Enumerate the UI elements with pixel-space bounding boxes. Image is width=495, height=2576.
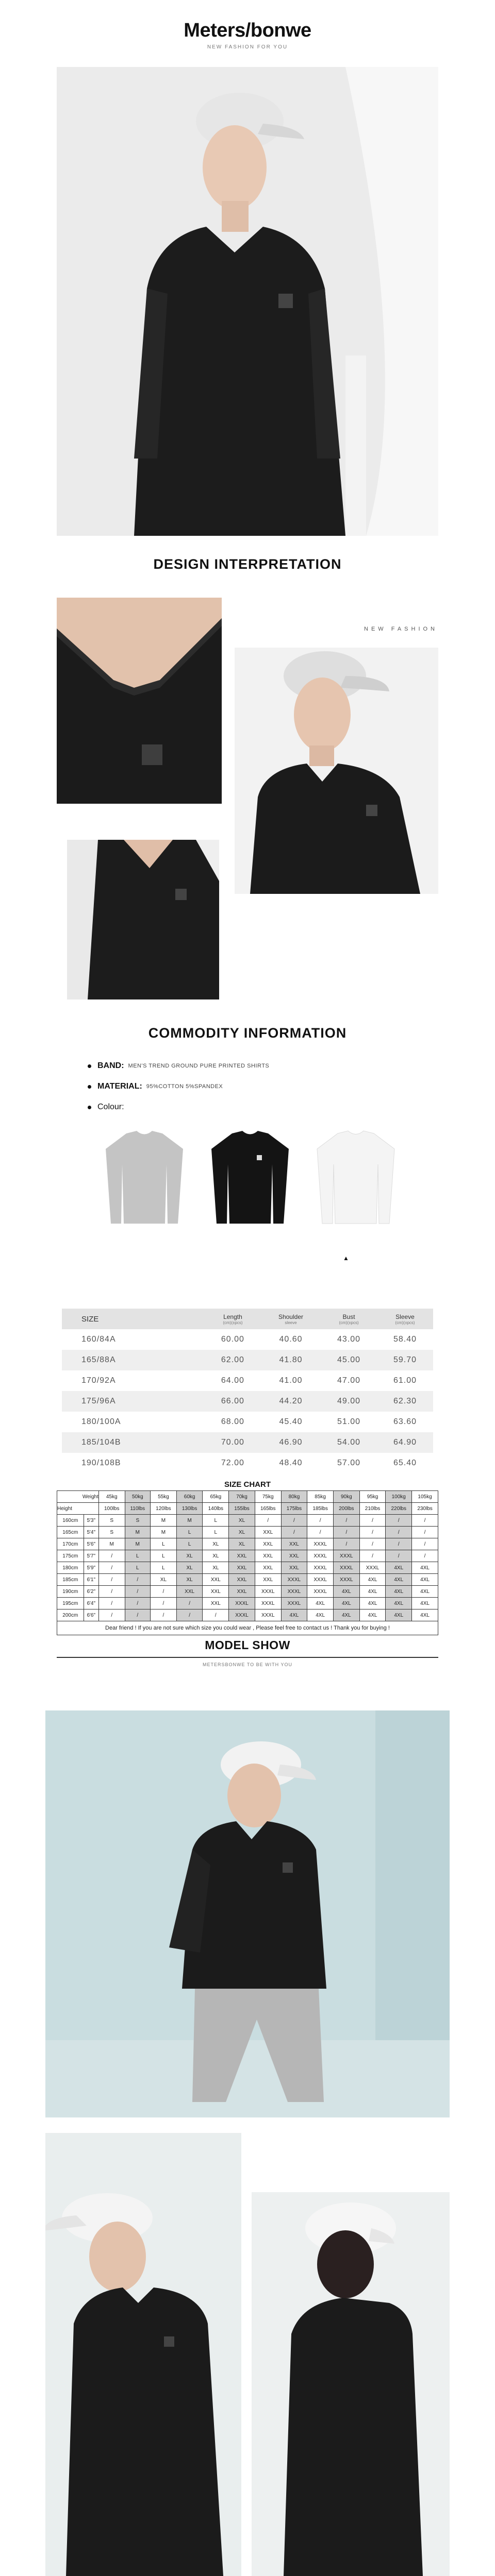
measurement-cell: 47.00 [337, 1376, 361, 1385]
height-cm-cell: 185cm [57, 1574, 84, 1586]
size-chart-title: SIZE CHART [224, 1480, 271, 1489]
height-ft-cell: 6'1" [84, 1574, 98, 1586]
size-cell: L [176, 1538, 203, 1550]
size-cell: XL [151, 1574, 177, 1586]
size-cell: / [125, 1574, 150, 1586]
table-row [62, 1329, 433, 1350]
measurement-cell: 64.00 [221, 1376, 244, 1385]
size-cell: XL [203, 1550, 229, 1562]
measurement-cell: 68.00 [221, 1417, 244, 1426]
size-cell: 175/96A [62, 1391, 205, 1412]
table-row [57, 1491, 438, 1503]
size-cell: XXXL [229, 1598, 255, 1609]
height-cm-cell: 180cm [57, 1562, 84, 1574]
size-cell: L [151, 1538, 177, 1550]
weight-lbs-cell: 100lbs [98, 1503, 125, 1515]
size-cell: XXL [203, 1598, 229, 1609]
size-cell: / [98, 1609, 125, 1621]
size-cell: / [359, 1527, 386, 1538]
measurement-cell: 48.40 [279, 1459, 303, 1467]
table-row [62, 1432, 433, 1453]
height-cm-cell: 195cm [57, 1598, 84, 1609]
model-show-title: MODEL SHOW [205, 1638, 290, 1652]
weight-lbs-cell: 155lbs [229, 1503, 255, 1515]
measurement-cell: 62.00 [205, 1350, 261, 1370]
measurement-cell: 54.00 [321, 1432, 377, 1453]
size-cell: M [125, 1538, 150, 1550]
size-cell: / [151, 1609, 177, 1621]
weight-kg-cell: 70kg [229, 1491, 255, 1503]
weight-kg-cell: 95kg [359, 1491, 386, 1503]
material-value: 95%COTTON 5%SPANDEX [146, 1083, 223, 1090]
size-cell: XXL [255, 1562, 281, 1574]
size-cell: / [386, 1527, 412, 1538]
collar-detail-photo [57, 598, 222, 804]
size-cell: 4XL [412, 1609, 438, 1621]
measurement-table [62, 1309, 433, 1473]
shirt-swatch-white[interactable] [312, 1128, 400, 1226]
measurement-cell: 61.00 [393, 1376, 417, 1385]
size-cell: / [176, 1609, 203, 1621]
measurement-cell: 63.60 [393, 1417, 417, 1426]
weight-kg-cell: 90kg [333, 1491, 359, 1503]
measurement-header: Length (cm)(±pcs) [205, 1309, 261, 1329]
size-cell: XXL [229, 1586, 255, 1598]
size-cell: XXL [255, 1538, 281, 1550]
size-cell: XXL [281, 1562, 307, 1574]
weight-lbs-cell: 120lbs [151, 1503, 177, 1515]
size-cell: M [98, 1538, 125, 1550]
size-cell: XXL [229, 1550, 255, 1562]
size-cell: M [125, 1527, 150, 1538]
height-cm-cell: 190cm [57, 1586, 84, 1598]
size-cell: 160/84A [81, 1335, 116, 1344]
size-cell: XXL [255, 1574, 281, 1586]
measurement-cell: 59.70 [377, 1350, 433, 1370]
size-cell: XXL [203, 1574, 229, 1586]
weight-lbs-cell: 110lbs [125, 1503, 150, 1515]
size-cell: 4XL [359, 1586, 386, 1598]
size-chart-table [57, 1490, 438, 1635]
measurement-header: Bust (cm)(±pcs) [321, 1309, 377, 1329]
size-cell: 4XL [307, 1609, 334, 1621]
weight-kg-cell: 100kg [386, 1491, 412, 1503]
size-cell: / [359, 1538, 386, 1550]
colour-info [88, 1103, 128, 1112]
size-cell: L [203, 1515, 229, 1527]
size-cell: XXL [281, 1550, 307, 1562]
measurement-cell: 44.20 [261, 1391, 321, 1412]
table-row [57, 1515, 438, 1527]
weight-lbs-cell: 220lbs [386, 1503, 412, 1515]
size-cell: XXL [176, 1586, 203, 1598]
table-row [57, 1550, 438, 1562]
size-cell: 4XL [386, 1562, 412, 1574]
measurement-header: Shoulder sleeve [261, 1309, 321, 1329]
weight-lbs-cell: 230lbs [412, 1503, 438, 1515]
size-cell: 170/92A [81, 1376, 116, 1385]
model-show-photo-3-area [242, 2133, 450, 2576]
size-cell: / [412, 1550, 438, 1562]
size-cell: S [98, 1527, 125, 1538]
size-cell: / [386, 1550, 412, 1562]
weight-kg-cell: 80kg [281, 1491, 307, 1503]
table-row [62, 1412, 433, 1432]
size-cell: XXXL [281, 1574, 307, 1586]
height-label: Height [57, 1503, 99, 1515]
measurement-cell: 49.00 [321, 1391, 377, 1412]
design-section-title: DESIGN INTERPRETATION [153, 556, 342, 572]
brand-tagline: NEW FASHION FOR YOU [207, 44, 288, 50]
size-cell: XXL [255, 1527, 281, 1538]
commodity-section-title: COMMODITY INFORMATION [148, 1025, 347, 1041]
table-row [57, 1574, 438, 1586]
size-cell: XXXL [307, 1562, 334, 1574]
bullet-icon [88, 1106, 91, 1109]
table-row [57, 1621, 438, 1635]
measurement-header: SIZE [62, 1309, 205, 1329]
size-cell: XXL [229, 1562, 255, 1574]
model-portrait-photo [235, 648, 438, 894]
weight-kg-cell: 45kg [98, 1491, 125, 1503]
size-cell: 4XL [386, 1586, 412, 1598]
shirt-swatch-grey[interactable] [101, 1128, 188, 1226]
measurement-cell: 57.00 [337, 1459, 361, 1467]
height-ft-cell: 6'4" [84, 1598, 98, 1609]
table-row [62, 1370, 433, 1391]
size-cell: / [386, 1538, 412, 1550]
height-ft-cell: 5'9" [84, 1562, 98, 1574]
model-show-divider [57, 1657, 438, 1658]
height-ft-cell: 5'7" [84, 1550, 98, 1562]
size-cell: / [203, 1609, 229, 1621]
size-cell: XXXL [255, 1586, 281, 1598]
size-cell: 4XL [412, 1574, 438, 1586]
size-cell: / [98, 1550, 125, 1562]
size-cell: / [98, 1586, 125, 1598]
size-cell: / [151, 1586, 177, 1598]
weight-lbs-cell: 130lbs [176, 1503, 203, 1515]
table-row [57, 1527, 438, 1538]
size-cell: M [151, 1515, 177, 1527]
size-chart-note: Dear friend ! If you are not sure which size you could wear , Please feel free to contact us ! Thank you for buying ! [57, 1621, 438, 1635]
measurement-cell: 46.90 [261, 1432, 321, 1453]
shirt-front-detail-photo [67, 840, 219, 999]
weight-lbs-cell: 140lbs [203, 1503, 229, 1515]
weight-kg-cell: 105kg [412, 1491, 438, 1503]
hero-model-photo [57, 67, 438, 536]
size-cell: S [125, 1515, 150, 1527]
weight-kg-cell: 50kg [125, 1491, 150, 1503]
shirt-swatch-black[interactable] [206, 1128, 294, 1226]
size-cell: XXXL [359, 1562, 386, 1574]
size-cell: / [255, 1515, 281, 1527]
model-show-photo-1 [45, 1710, 450, 2117]
height-cm-cell: 200cm [57, 1609, 84, 1621]
size-cell: 4XL [333, 1586, 359, 1598]
size-cell: XXXL [255, 1609, 281, 1621]
size-cell: 4XL [386, 1574, 412, 1586]
measurement-cell: 62.30 [377, 1391, 433, 1412]
band-value: MEN'S TREND GROUND PURE PRINTED SHIRTS [128, 1063, 270, 1069]
measurement-unit: (cm)(±pcs) [339, 1320, 359, 1325]
weight-lbs-cell: 185lbs [307, 1503, 334, 1515]
size-cell: / [333, 1538, 359, 1550]
size-cell: XXXL [255, 1598, 281, 1609]
size-cell: S [98, 1515, 125, 1527]
size-cell: L [151, 1550, 177, 1562]
size-cell: XXXL [333, 1550, 359, 1562]
size-cell: / [386, 1515, 412, 1527]
measurement-cell: 65.40 [393, 1459, 417, 1467]
table-row [57, 1538, 438, 1550]
size-cell: 190/108B [81, 1459, 121, 1467]
weight-lbs-cell: 200lbs [333, 1503, 359, 1515]
material-info [88, 1082, 223, 1091]
size-cell: / [98, 1574, 125, 1586]
weight-kg-cell: 75kg [255, 1491, 281, 1503]
size-cell: 4XL [412, 1562, 438, 1574]
table-row [62, 1453, 433, 1473]
measurement-cell: 43.00 [337, 1335, 361, 1344]
measurement-unit: sleeve [285, 1320, 297, 1325]
size-cell: XL [176, 1562, 203, 1574]
size-cell: 4XL [359, 1574, 386, 1586]
size-cell: L [203, 1527, 229, 1538]
size-cell: XL [203, 1562, 229, 1574]
table-row [57, 1586, 438, 1598]
size-cell: / [125, 1598, 150, 1609]
model-show-photo-2 [45, 2133, 241, 2576]
size-cell: 4XL [412, 1586, 438, 1598]
size-cell: 4XL [333, 1609, 359, 1621]
size-cell: / [333, 1515, 359, 1527]
new-fashion-text: NEW FASHION [364, 626, 438, 632]
measurement-cell: 41.80 [261, 1350, 321, 1370]
size-cell: / [125, 1609, 150, 1621]
size-cell: L [125, 1550, 150, 1562]
bullet-icon [88, 1064, 91, 1068]
size-cell: 4XL [307, 1598, 334, 1609]
size-cell: XXXL [307, 1550, 334, 1562]
size-cell: / [281, 1527, 307, 1538]
size-cell: XXXL [307, 1538, 334, 1550]
measurement-header: Sleeve (cm)(±pcs) [377, 1309, 433, 1329]
height-ft-cell: 5'3" [84, 1515, 98, 1527]
size-cell: XXL [281, 1538, 307, 1550]
size-cell: L [125, 1562, 150, 1574]
size-cell: / [412, 1515, 438, 1527]
weight-lbs-cell: 175lbs [281, 1503, 307, 1515]
height-ft-cell: 6'2" [84, 1586, 98, 1598]
weight-kg-cell: 55kg [151, 1491, 177, 1503]
measurement-cell: 51.00 [337, 1417, 361, 1426]
size-cell: M [176, 1515, 203, 1527]
size-cell: 165/88A [62, 1350, 205, 1370]
measurement-cell: 58.40 [393, 1335, 417, 1344]
size-cell: XXXL [333, 1574, 359, 1586]
measurement-cell: 45.40 [279, 1417, 303, 1426]
measurement-cell: 60.00 [221, 1335, 244, 1344]
size-cell: XL [203, 1538, 229, 1550]
size-cell: XXXL [281, 1586, 307, 1598]
measurement-unit: (cm)(±pcs) [223, 1320, 243, 1325]
size-cell: / [98, 1562, 125, 1574]
material-label: MATERIAL: [97, 1082, 142, 1091]
size-cell: M [151, 1527, 177, 1538]
band-info [88, 1061, 269, 1071]
measurement-cell: 66.00 [205, 1391, 261, 1412]
size-cell: 180/100A [81, 1417, 121, 1426]
colour-label: Colour: [97, 1103, 124, 1111]
weight-label: Weight [57, 1491, 99, 1503]
measurement-cell: 40.60 [279, 1335, 303, 1344]
height-cm-cell: 160cm [57, 1515, 84, 1527]
size-cell: XXL [229, 1574, 255, 1586]
size-cell: XL [229, 1538, 255, 1550]
size-cell: / [359, 1550, 386, 1562]
measurement-cell: 72.00 [221, 1459, 244, 1467]
size-cell: L [176, 1527, 203, 1538]
measurement-cell: 41.00 [279, 1376, 303, 1385]
height-ft-cell: 5'6" [84, 1538, 98, 1550]
brand-logo: Meters/bonwe [184, 20, 311, 41]
size-cell: L [151, 1562, 177, 1574]
size-cell: XXXL [307, 1586, 334, 1598]
weight-kg-cell: 85kg [307, 1491, 334, 1503]
size-cell: 4XL [333, 1598, 359, 1609]
size-cell: / [359, 1515, 386, 1527]
size-cell: XXXL [229, 1609, 255, 1621]
weight-kg-cell: 65kg [203, 1491, 229, 1503]
bullet-icon [88, 1085, 91, 1089]
size-cell: / [412, 1527, 438, 1538]
size-cell: / [307, 1527, 334, 1538]
size-cell: XL [229, 1515, 255, 1527]
size-cell: XXXL [333, 1562, 359, 1574]
size-cell: 4XL [412, 1598, 438, 1609]
size-cell: 4XL [359, 1598, 386, 1609]
table-row [57, 1598, 438, 1609]
table-row [62, 1350, 433, 1370]
weight-kg-cell: 60kg [176, 1491, 203, 1503]
band-label: BAND: [97, 1061, 124, 1070]
size-cell: XXL [255, 1550, 281, 1562]
size-cell: XXXL [281, 1598, 307, 1609]
table-row [57, 1562, 438, 1574]
size-cell: 4XL [386, 1609, 412, 1621]
weight-lbs-cell: 210lbs [359, 1503, 386, 1515]
size-cell: XXL [203, 1586, 229, 1598]
size-cell: 4XL [359, 1609, 386, 1621]
height-ft-cell: 6'6" [84, 1609, 98, 1621]
table-row [62, 1391, 433, 1412]
model-show-subtitle: METERSBONWE TO BE WITH YOU [202, 1662, 293, 1667]
size-cell: 4XL [281, 1609, 307, 1621]
height-cm-cell: 170cm [57, 1538, 84, 1550]
table-row [57, 1503, 438, 1515]
size-cell: / [176, 1598, 203, 1609]
measurement-cell: 64.90 [377, 1432, 433, 1453]
size-cell: / [281, 1515, 307, 1527]
measurement-unit: (cm)(±pcs) [395, 1320, 415, 1325]
size-cell: XL [176, 1574, 203, 1586]
size-cell: 4XL [386, 1598, 412, 1609]
size-cell: / [98, 1598, 125, 1609]
size-cell: / [333, 1527, 359, 1538]
size-cell: 185/104B [62, 1432, 205, 1453]
size-cell: XXXL [307, 1574, 334, 1586]
height-cm-cell: 165cm [57, 1527, 84, 1538]
size-cell: / [412, 1538, 438, 1550]
size-cell: / [307, 1515, 334, 1527]
height-cm-cell: 175cm [57, 1550, 84, 1562]
size-cell: XL [229, 1527, 255, 1538]
measurement-cell: 45.00 [321, 1350, 377, 1370]
table-row [57, 1609, 438, 1621]
size-cell: XL [176, 1550, 203, 1562]
size-cell: / [125, 1586, 150, 1598]
weight-lbs-cell: 165lbs [255, 1503, 281, 1515]
size-cell: / [151, 1598, 177, 1609]
height-ft-cell: 5'4" [84, 1527, 98, 1538]
carousel-indicator-icon: ▲ [343, 1255, 349, 1262]
measurement-cell: 70.00 [205, 1432, 261, 1453]
